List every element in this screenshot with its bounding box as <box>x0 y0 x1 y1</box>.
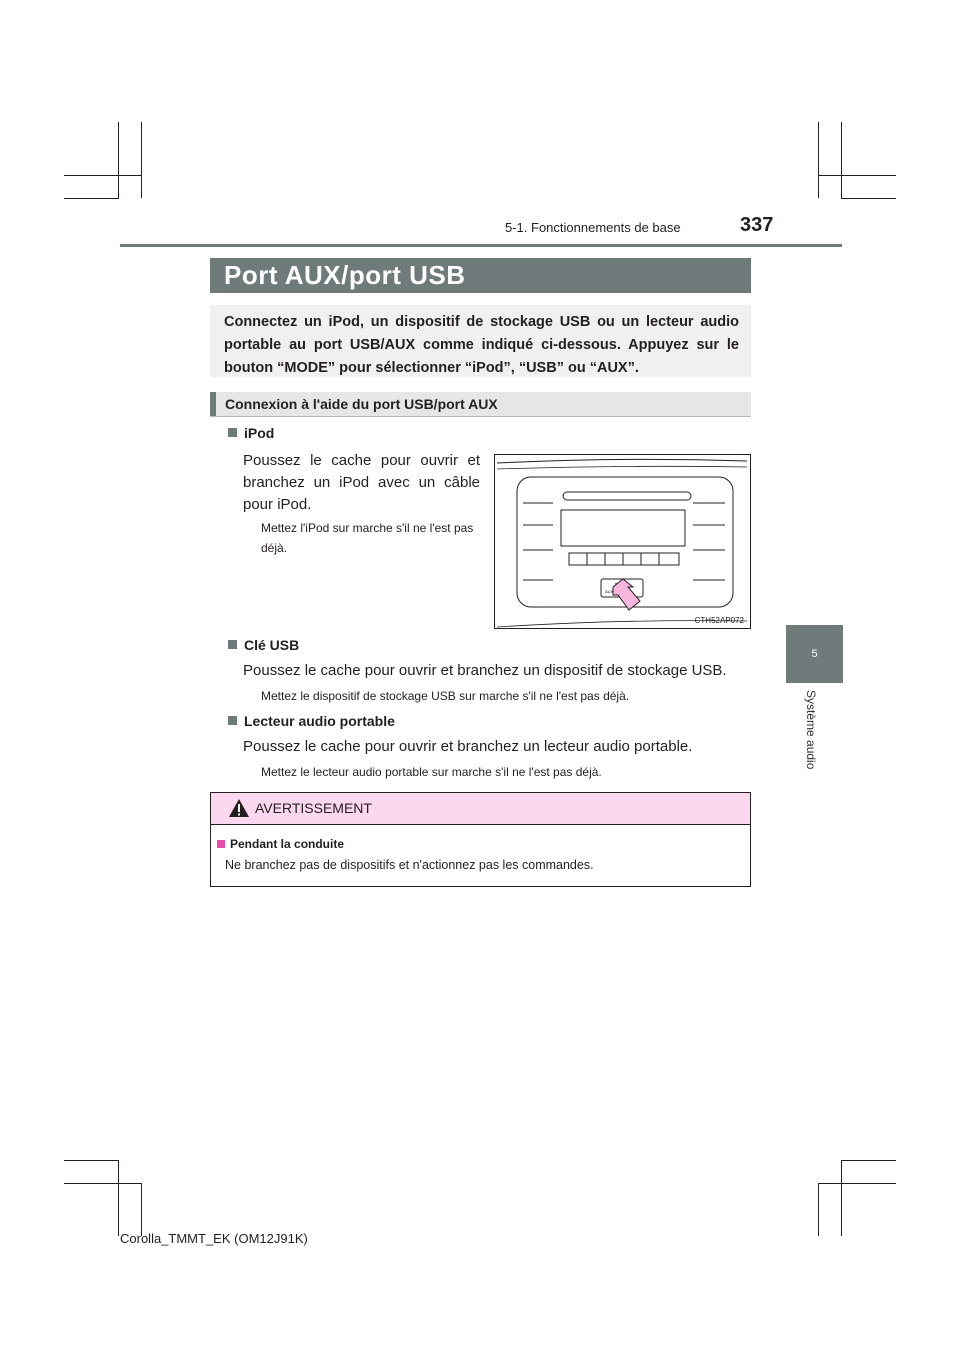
audio-unit-figure <box>494 454 751 629</box>
crop-mark <box>841 1160 842 1236</box>
crop-mark <box>841 122 842 198</box>
crop-mark <box>841 1160 896 1161</box>
item-heading-text: iPod <box>244 425 275 441</box>
intro-paragraph: Connectez un iPod, un dispositif de stockage USB ou un lecteur audio portable au port USB/AUX comme indiqué ci-dessous. Appuyez sur le bouton “MODE” pour sélectionner “iPod”, “USB” ou “AUX”. <box>210 305 751 377</box>
warning-title: AVERTISSEMENT <box>255 800 372 816</box>
crop-mark <box>64 198 119 199</box>
footer-model: Corolla_TMMT_EK (OM12J91K) <box>120 1231 308 1246</box>
page-title: Port AUX/port USB <box>210 258 751 293</box>
crop-mark <box>818 175 896 176</box>
bullet-square-icon <box>217 840 225 848</box>
item-note-usb: Mettez le dispositif de stockage USB sur marche s'il ne l'est pas déjà. <box>261 689 630 703</box>
warning-header <box>211 793 750 825</box>
chapter-label: Système audio <box>804 690 818 770</box>
figure-code: CTH52AP072 <box>694 616 744 625</box>
item-heading-portable-player <box>228 713 395 729</box>
item-note-ipod: Mettez l'iPod sur marche s'il ne l'est pas déjà. <box>261 521 474 555</box>
warning-subtitle-text: Pendant la conduite <box>230 837 345 851</box>
item-text-ipod: Poussez le cache pour ouvrir et branchez un iPod avec un câble pour iPod. <box>243 452 480 513</box>
warning-triangle-icon <box>228 798 250 818</box>
crop-mark <box>118 1160 119 1236</box>
item-heading-usb <box>228 637 299 653</box>
section-heading: Connexion à l'aide du port USB/port AUX <box>210 392 751 416</box>
bullet-square-icon <box>228 428 237 437</box>
crop-mark <box>141 1183 142 1236</box>
warning-subtitle <box>217 837 344 851</box>
item-heading-ipod <box>228 425 274 441</box>
audio-unit-illustration <box>495 455 750 628</box>
crop-mark <box>818 1183 896 1184</box>
crop-mark <box>818 1183 819 1236</box>
item-heading-text: Lecteur audio portable <box>244 713 395 729</box>
crop-mark <box>64 1160 119 1161</box>
warning-box <box>210 792 751 887</box>
item-text-usb: Poussez le cache pour ouvrir et branchez un dispositif de stockage USB. <box>243 662 727 679</box>
crop-mark <box>118 122 119 198</box>
header-rule <box>120 244 842 247</box>
running-header: 5-1. Fonctionnements de base <box>505 220 681 235</box>
item-heading-text: Clé USB <box>244 637 300 653</box>
bullet-square-icon <box>228 640 237 649</box>
crop-mark <box>141 122 142 198</box>
bullet-square-icon <box>228 716 237 725</box>
chapter-tab: 5 <box>786 625 843 683</box>
item-note-portable-player: Mettez le lecteur audio portable sur marche s'il ne l'est pas déjà. <box>261 765 602 779</box>
crop-mark <box>64 1183 142 1184</box>
crop-mark <box>64 175 142 176</box>
page-number: 337 <box>740 214 774 236</box>
crop-mark <box>818 122 819 198</box>
aux-label: AUX <box>605 589 614 594</box>
warning-text: Ne branchez pas de dispositifs et n'actionnez pas les commandes. <box>225 858 594 872</box>
crop-mark <box>841 198 896 199</box>
item-text-portable-player: Poussez le cache pour ouvrir et branchez un lecteur audio portable. <box>243 738 693 755</box>
section-rule <box>210 416 751 417</box>
